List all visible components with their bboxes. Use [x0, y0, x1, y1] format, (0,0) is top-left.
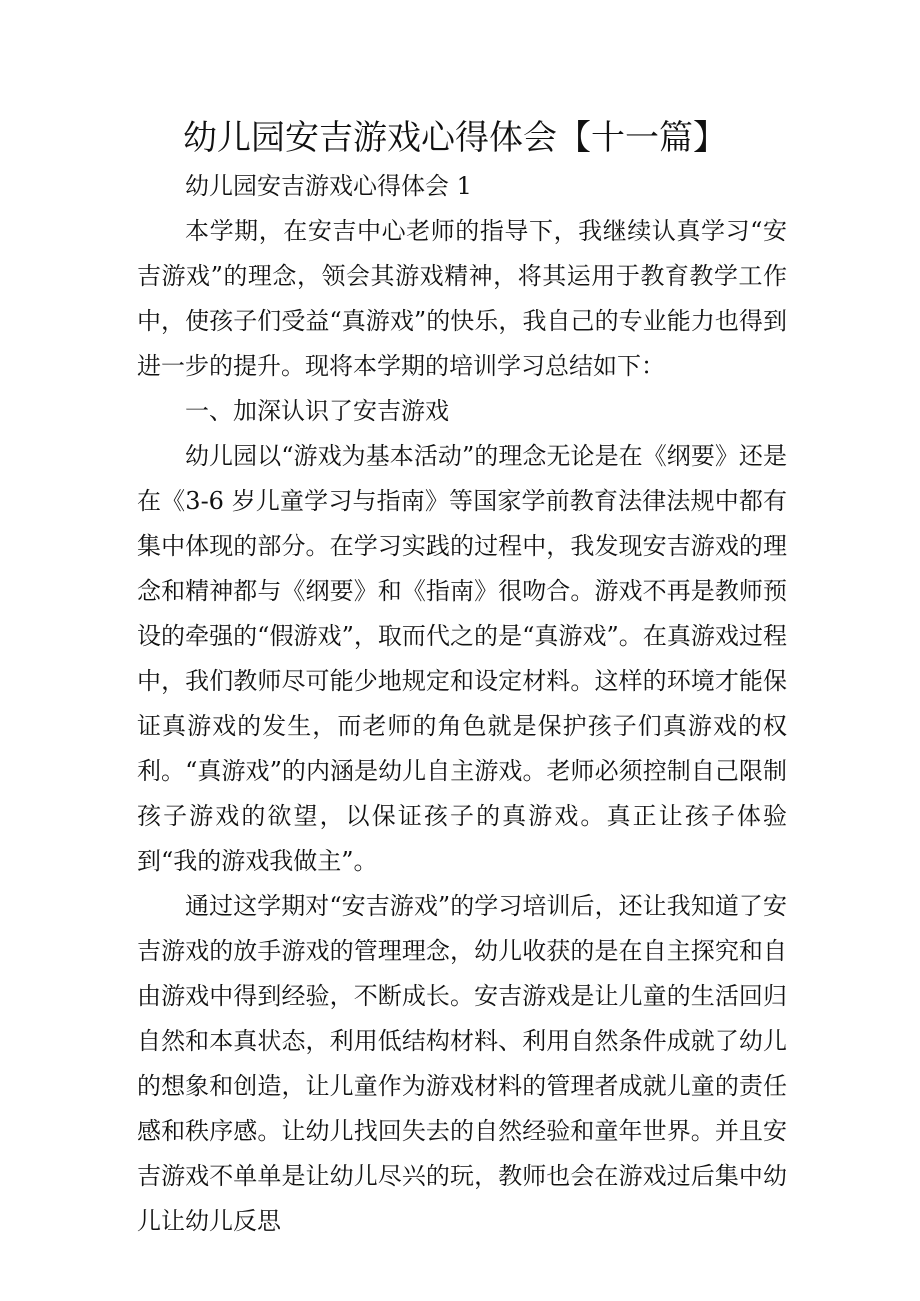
document-body [137, 164, 787, 1244]
paragraph-body: 幼儿园以“游戏为基本活动”的理念无论是在《纲要》还是在《3-6 岁儿童学习与指南》等国家学前教育法律法规中都有集中体现的部分。在学习实践的过程中，我发现安吉游戏的理念和精神都与《纲要》和《指南》很吻合。游戏不再是教师预设的牵强的“假游戏”，取而代之的是“真游戏”。在真游戏过程中，我们教师尽可能少地规定和设定材料。这样的环境才能保证真游戏的发生，而老师的角色就是保护孩子们真游戏的权利。“真游戏”的内涵是幼儿自主游戏。老师必须控制自己限制孩子游戏的欲望，以保证孩子的真游戏。真正让孩子体验到“我的游戏我做主”。 [137, 442, 787, 875]
paragraph-intro: 本学期，在安吉中心老师的指导下，我继续认真学习“安吉游戏”的理念，领会其游戏精神，将其运用于教育教学工作中，使孩子们受益“真游戏”的快乐，我自己的专业能力也得到进一步的提升。现将本学期的培训学习总结如下： [137, 217, 787, 380]
section-heading: 一、加深认识了安吉游戏 [185, 397, 449, 425]
section-subtitle: 幼儿园安吉游戏心得体会 1 [185, 172, 472, 200]
document-title: 幼儿园安吉游戏心得体会【十一篇】 [183, 118, 727, 158]
paragraph-body: 通过这学期对“安吉游戏”的学习培训后，还让我知道了安吉游戏的放手游戏的管理理念，幼儿收获的是在自主探究和自由游戏中得到经验，不断成长。安吉游戏是让儿童的生活回归自然和本真状态，利用低结构材料、利用自然条件成就了幼儿的想象和创造，让儿童作为游戏材料的管理者成就儿童的责任感和秩序感。让幼儿找回失去的自然经验和童年世界。并且安吉游戏不单单是让幼儿尽兴的玩，教师也会在游戏过后集中幼儿让幼儿反思 [137, 892, 787, 1235]
